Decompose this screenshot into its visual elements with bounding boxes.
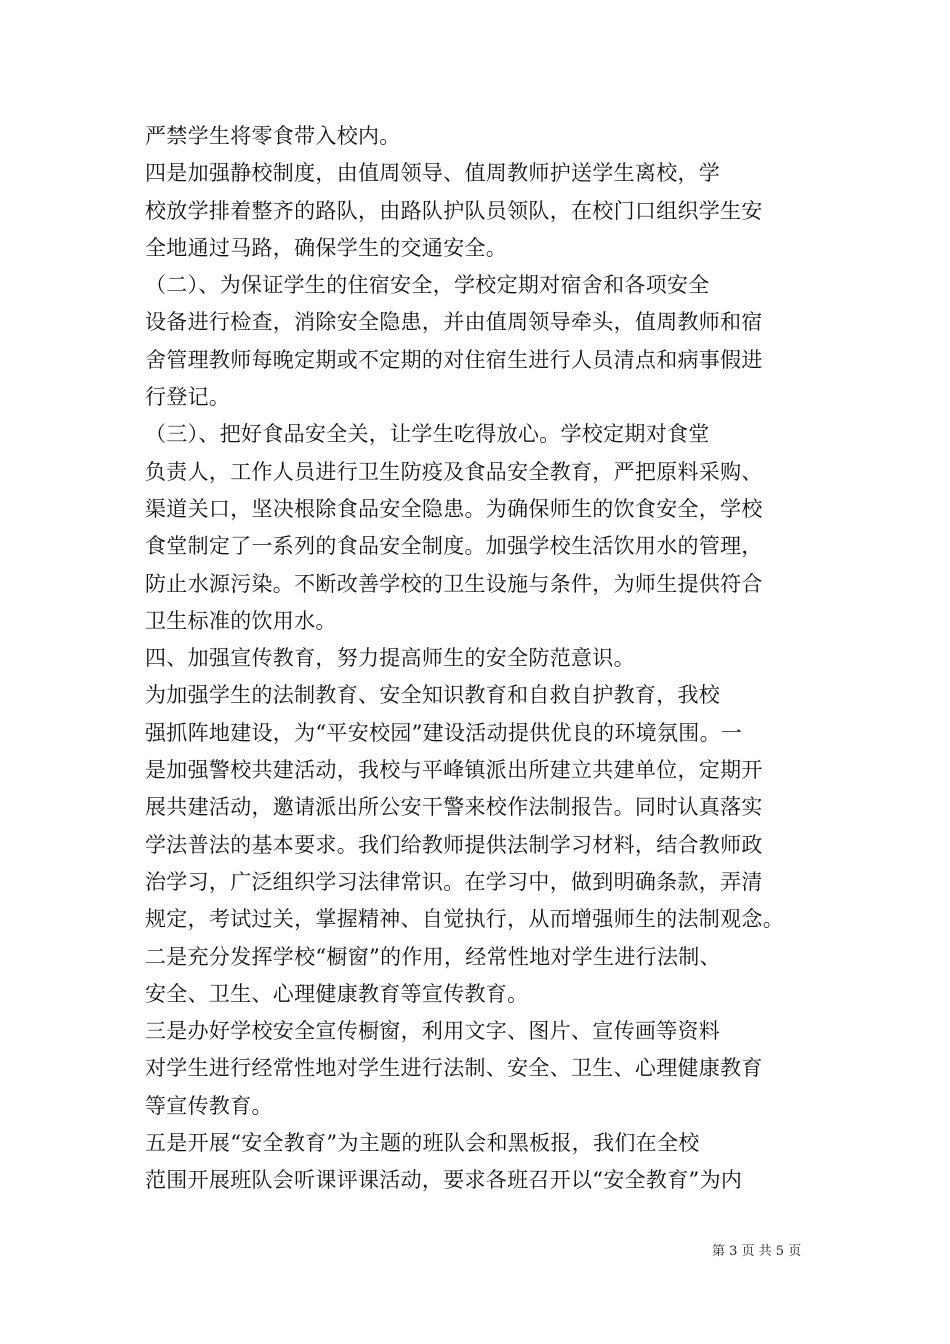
text-line: 是加强警校共建活动，我校与平峰镇派出所建立共建单位，定期开 bbox=[145, 758, 763, 783]
text-line: 全地通过马路，确保学生的交通安全。 bbox=[145, 235, 508, 260]
text-line: 舍管理教师每晚定期或不定期的对住宿生进行人员清点和病事假进 bbox=[145, 347, 763, 372]
text-line: 卫生标准的饮用水。 bbox=[145, 608, 337, 633]
text-line: 校放学排着整齐的路队，由路队护队员领队，在校门口组织学生安 bbox=[145, 198, 763, 223]
text-line: （二）、为保证学生的住宿安全，学校定期对宿舍和各项安全 bbox=[145, 273, 710, 298]
text-line: 范围开展班队会听课评课活动，要求各班召开以“安全教育”为内 bbox=[145, 1168, 743, 1193]
text-line: 三是办好学校安全宣传橱窗，利用文字、图片、宣传画等资料 bbox=[145, 1019, 721, 1044]
text-line: 展共建活动，邀请派出所公安干警来校作法制报告。同时认真落实 bbox=[145, 795, 763, 820]
text-line: 对学生进行经常性地对学生进行法制、安全、卫生、心理健康教育 bbox=[145, 1056, 763, 1081]
text-line: 四是加强静校制度，由值周领导、值周教师护送学生离校，学 bbox=[145, 161, 721, 186]
text-line: 规定，考试过关，掌握精神、自觉执行，从而增强师生的法制观念。 bbox=[145, 907, 784, 932]
text-line: 负责人，工作人员进行卫生防疫及食品安全教育，严把原料采购、 bbox=[145, 459, 763, 484]
text-line: 强抓阵地建设，为“平安校园”建设活动提供优良的环境氛围。一 bbox=[145, 720, 743, 745]
body-text bbox=[145, 118, 821, 1200]
text-line: 五是开展“安全教育”为主题的班队会和黑板报，我们在全校 bbox=[145, 1131, 700, 1156]
page-number: 第 3 页 共 5 页 bbox=[712, 1244, 802, 1259]
text-line: 防止水源污染。不断改善学校的卫生设施与条件，为师生提供符合 bbox=[145, 571, 763, 596]
text-line: 食堂制定了一系列的食品安全制度。加强学校生活饮用水的管理， bbox=[145, 534, 763, 559]
text-line: 学法普法的基本要求。我们给教师提供法制学习材料，结合教师政 bbox=[145, 832, 763, 857]
text-line: 为加强学生的法制教育、安全知识教育和自救自护教育，我校 bbox=[145, 683, 721, 708]
text-line: 渠道关口，坚决根除食品安全隐患。为确保师生的饮食安全，学校 bbox=[145, 496, 763, 521]
text-line: 设备进行检查，消除安全隐患，并由值周领导牵头，值周教师和宿 bbox=[145, 310, 763, 335]
text-line: 治学习，广泛组织学习法律常识。在学习中，做到明确条款，弄清 bbox=[145, 869, 763, 894]
text-line: （三）、把好食品安全关，让学生吃得放心。学校定期对食堂 bbox=[145, 422, 710, 447]
text-line: 四、加强宣传教育，努力提高师生的安全防范意识。 bbox=[145, 646, 635, 671]
text-line: 二是充分发挥学校“橱窗”的作用，经常性地对学生进行法制、 bbox=[145, 944, 721, 969]
text-line: 等宣传教育。 bbox=[145, 1093, 273, 1118]
text-line: 行登记。 bbox=[145, 385, 231, 410]
text-line: 严禁学生将零食带入校内。 bbox=[145, 124, 401, 148]
text-line: 安全、卫生、心理健康教育等宣传教育。 bbox=[145, 981, 529, 1006]
